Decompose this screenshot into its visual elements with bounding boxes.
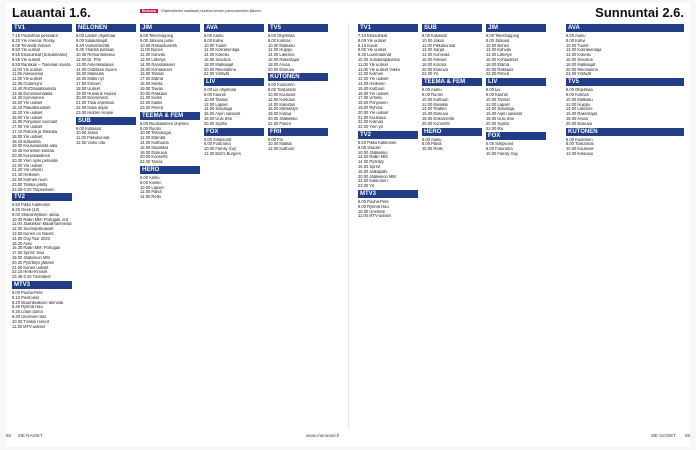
program-line: 10.00 Tuulet xyxy=(204,43,227,48)
program-line: 11.05 Yle uutiset Viikko xyxy=(358,67,401,72)
program-line: 6.00 Aamu xyxy=(566,34,586,38)
program-line: 20.00 Sydän xyxy=(204,121,227,126)
program-line: 14.00 Kokeilu xyxy=(566,53,591,58)
program-line: 6.00 Kuutonen xyxy=(566,137,593,142)
program-line: 6.00 Simpsonit xyxy=(486,142,514,147)
program-line: 10.00 Matkat xyxy=(268,142,292,147)
program-line: 13.00 Lähetys xyxy=(140,57,166,62)
program-line: 8.30 Voimahirrettä xyxy=(76,43,110,48)
program-line: 9.00 Shaolinhytkari: aikaa xyxy=(12,212,59,217)
program-line: 22.00 Pokeri xyxy=(268,121,291,126)
program-line: 8.10 Kuvat xyxy=(358,43,378,48)
program-line: 20.00 Jääkiekon MM xyxy=(358,174,396,179)
program-line: 18.00 Kultaa xyxy=(268,112,291,117)
program-line: 16.00 Ihmiset xyxy=(422,57,447,62)
program-line: 12.00 Dr. Phil xyxy=(76,57,101,62)
program-line: 15.00 Kulttuuri xyxy=(358,86,385,91)
program-note xyxy=(140,9,320,13)
program-line: 18.00 Arvaa xyxy=(566,116,588,121)
program-line: 6.00 Aamu xyxy=(422,137,442,142)
program-line: 10.35 Remonttireiska xyxy=(76,53,115,58)
program-line: 8.00 Puuha-Pete xyxy=(12,291,43,296)
program-line: 11.05 Alasuvesta xyxy=(12,72,43,77)
listing-column xyxy=(76,23,136,428)
program-line: 20.00 Elokuva xyxy=(268,67,294,72)
program-line: 8.45 Ryhmä Hau xyxy=(12,305,43,310)
program-line: 17.00 Urheilu xyxy=(358,96,383,101)
program-line: 14.00 Ouji Tour 2023 xyxy=(12,236,50,241)
program-line: 8.00 Tositarinat xyxy=(566,142,594,147)
program-line: 8.00 Futurama xyxy=(486,147,513,152)
program-line: 8.20 Muumilaakson tarinoita xyxy=(12,300,64,305)
program-line: 22.00 Ilta xyxy=(486,126,503,131)
program-line: 20.00 Rikostarina xyxy=(566,67,598,72)
program-line: 9.00 Kotiasiat xyxy=(422,34,447,38)
program-line: 8.00 Kauniit xyxy=(204,92,226,97)
magazine-spread xyxy=(6,3,690,447)
program-line: 18.00 Matkaajat xyxy=(204,62,234,67)
program-line: 6.50 Pikku Kakkonen xyxy=(358,140,397,145)
channel-header: TV5 xyxy=(268,24,328,32)
program-line: 20.00 Rakkaus xyxy=(140,91,168,96)
program-line: 13.00 Amerikkalaisia xyxy=(76,62,114,67)
program-line: 6.00 Ohjelmaa xyxy=(566,88,593,93)
program-line: 23.45-0.20 Tiedotteet xyxy=(12,275,51,280)
channel-header: TV1 xyxy=(358,24,418,32)
program-line: 22.00 Kaikki xyxy=(140,101,163,106)
channel-header: TEEMA & FEM xyxy=(422,78,482,86)
channel-header: JIM xyxy=(486,24,546,32)
program-line: 11.00 Yle uutiset xyxy=(358,62,389,67)
program-line: 19.45 Kenenkin kantaa xyxy=(12,149,54,154)
program-line: 20.30 Pyöräilyn jälkeen xyxy=(12,260,55,265)
program-line: 12.00 Huippu xyxy=(268,48,293,53)
program-line: 10.00 Unelmat xyxy=(358,209,385,214)
program-line: 8.00 Kinetic xyxy=(140,180,162,185)
program-line: 17.00 Sprint: Sisu xyxy=(12,251,45,256)
program-line: 12.00 Kotirakentaja xyxy=(566,48,602,53)
channel-header: TV2 xyxy=(358,131,418,139)
program-line: 21.00 Tilaa ohjelmaa xyxy=(76,101,114,106)
film-badge: Elokuva xyxy=(142,9,156,13)
program-line: 8.00 Päivä xyxy=(422,142,442,147)
program-line: 14.00 Lähetys xyxy=(486,53,512,58)
program-line: 15.00 Makuulla xyxy=(76,72,104,77)
program-line: 6.00 Aamu xyxy=(204,34,224,38)
program-line: 18.00 Yle uutiset xyxy=(12,134,43,139)
program-line: 14.00 Hetkinen xyxy=(358,81,386,86)
program-line: 6.00 Liv xyxy=(486,88,501,93)
program-line: 10.00 Ratsastuslehti xyxy=(140,43,178,48)
channel-header: NELONEN xyxy=(76,24,136,32)
channel-header: SUB xyxy=(76,117,136,125)
program-line: 20.05 Kuninkaallinen xyxy=(12,153,51,158)
program-line: 19.00 Kuuluisaisista aika xyxy=(12,144,58,149)
program-line: 9.55 Yle uutiset xyxy=(12,57,41,62)
listing-column xyxy=(268,23,328,428)
program-line: 14.00 Teatteri xyxy=(422,107,447,112)
program-line: 18.15 Ikäluokita xyxy=(12,139,41,144)
program-line: 23.00 Tarkka pitetty xyxy=(12,182,48,187)
program-line: 12.00 Sarjat xyxy=(422,48,445,53)
program-line: 6.00 Aamu xyxy=(422,88,442,93)
program-line: 10.00 Kuutoset xyxy=(566,147,594,152)
program-line: 12.00 Päivä xyxy=(140,190,162,195)
program-line: 8.00 Yle uutiset xyxy=(358,38,387,43)
program-line: 8.00 Salakatsojat xyxy=(76,38,108,43)
program-line: 16.00 Musiikkia xyxy=(140,145,169,150)
program-line: 6.00 Lasten ohjelmaa xyxy=(76,34,116,38)
listing-column xyxy=(12,23,72,428)
right-magazine-name: ME NAISET xyxy=(651,433,676,438)
program-line: 11.00 Pikkukunnat xyxy=(76,136,110,141)
program-line: 11.35 Yle uutiset xyxy=(12,77,43,82)
program-line: 18.00 Jalkapallo xyxy=(358,169,388,174)
channel-header: FOX xyxy=(204,128,264,136)
program-line: 15.15 Paikallisuutiset xyxy=(12,105,51,110)
listing-column xyxy=(358,23,418,428)
right-page-number: 69 xyxy=(684,433,690,438)
program-line: 18.00 Dokumentti xyxy=(422,116,455,121)
channel-header: FRII xyxy=(268,128,328,136)
program-line: 22.10 Hetki-Ihmiset xyxy=(12,270,48,275)
site-url: www.menaiset.fi xyxy=(306,433,340,438)
program-line: 11.00 Yle uutiset xyxy=(12,67,43,72)
program-line: 21.00 Kenen uutiset xyxy=(12,265,49,270)
program-line: 16.00 Yle uutiset xyxy=(12,115,43,120)
program-line: 9.00 Tervevät ihmiset xyxy=(12,43,51,48)
program-line: 10.00 Kuutoset xyxy=(268,92,296,97)
program-line: 10.00 Jakso xyxy=(76,131,99,136)
program-line: 9.00 Kotiasiat xyxy=(76,126,101,131)
program-line: 8.25 Geek (12) xyxy=(12,208,40,213)
program-line: 9.50 Ranskan – Tulevaan kuinta xyxy=(12,62,71,67)
program-line: 15.00 Kohtaukset xyxy=(140,67,172,72)
program-line: 10.00 Jakso xyxy=(422,38,445,43)
right-day-title: Sunnuntai 2.6. xyxy=(595,5,684,20)
program-line: 14.30 Kymmenen xyxy=(12,96,45,101)
channel-header: FOX xyxy=(486,132,546,140)
program-line: 19.00 Taivas xyxy=(140,86,163,91)
program-line: 6.00 Ruotsalainen ohjelma xyxy=(140,121,189,126)
left-page-number: 68 xyxy=(6,433,12,438)
channel-header: TV1 xyxy=(12,24,72,32)
program-line: 15.20 Avec xyxy=(12,241,33,246)
program-line: 16.00 Rakentajat xyxy=(268,57,299,62)
program-line: 10.00 Kulttuuri xyxy=(422,97,449,102)
program-line: 10.00 Retki xyxy=(422,147,443,152)
program-line: 20.00 Elokuva xyxy=(422,67,448,72)
program-line: 20.00 Jääkiekko xyxy=(268,116,298,121)
program-line: 8.00 Kolmas xyxy=(566,92,589,97)
program-line: 16.00 Rakentajat xyxy=(566,112,597,117)
channel-header: SUB xyxy=(422,24,482,32)
channel-header: LIV xyxy=(204,78,264,86)
program-line: 10.00 Family Guy xyxy=(486,151,519,156)
listing-column xyxy=(486,23,546,428)
program-line: 15.20 Yle uutiset xyxy=(12,110,43,115)
program-line: 9.20 Lotan tarina xyxy=(12,310,43,315)
program-line: 9.55 Ekosuihkat (Soluasmatic) xyxy=(12,53,68,58)
program-line: 14.00 Kulttuuria xyxy=(140,140,169,145)
program-line: 10.00 Teknologia xyxy=(140,131,171,136)
program-line: 6.00 Kuutonen xyxy=(268,83,295,88)
program-line: 13.50 Kenen on Naiset xyxy=(12,232,54,237)
program-line: 7.15 Puutarhan petovalot xyxy=(12,34,58,38)
program-line: 21.00 Yle uutiset xyxy=(12,163,43,168)
program-line: 20.00 Rakkaus xyxy=(486,67,514,72)
program-line: 10.00 Tuulet xyxy=(566,43,589,48)
program-line: 12.00 Rallin MM xyxy=(358,155,388,160)
program-line: 12.40 RUOtsalatsaisista xyxy=(12,86,56,91)
program-line: 10.00 Tarinat xyxy=(204,97,228,102)
program-line: 23.00 Yö xyxy=(358,184,375,189)
program-line: 6.00 Simpsonit xyxy=(204,137,232,142)
program-line: 14.00 Kokeilu xyxy=(204,53,229,58)
channel-header: AVA xyxy=(566,24,684,32)
channel-header: TV2 xyxy=(12,193,72,201)
program-line: 8.20 Yle Areena: Rocky xyxy=(12,38,55,43)
program-line: 16.00 Sisustus xyxy=(204,57,231,62)
program-line: 18.00 Kotona xyxy=(422,62,447,67)
program-line: 21.00 Kestit xyxy=(140,96,162,101)
program-line: 23.25-0.20 Tarpeellisen xyxy=(12,187,55,192)
program-line: 20.00 Rikostarina xyxy=(204,67,236,72)
program-line: 10.30 Rallin MM: Portugali, erä xyxy=(12,217,69,222)
program-line: 18.00 Uusi ilme xyxy=(204,116,233,121)
program-line: 18.00 Pohjoinen xyxy=(358,101,388,106)
program-line: 8.00 Tositarinat xyxy=(268,88,296,93)
program-line: 19.00 Jääkiekon MM xyxy=(12,256,50,261)
program-line: 6.00 Aamu xyxy=(140,175,160,180)
program-line: 18.00 Mesta xyxy=(140,81,163,86)
program-line: 8.00 Kahvi xyxy=(204,38,224,43)
program-line: 16.00 Sisustus xyxy=(566,57,593,62)
program-line: 18.00 Matkaajat xyxy=(566,62,596,67)
program-line: 8.00 Kolmas xyxy=(268,38,291,43)
program-line: 20.30 Ylen nyrki pehvalla xyxy=(12,158,58,163)
program-line: 7.10 Ekosuihkat xyxy=(358,34,388,38)
program-line: 14.00 Ostetaan Suomi xyxy=(76,67,117,72)
program-line: 12.00 Elämää xyxy=(140,136,166,141)
program-line: 11.00 Pikkukunnat xyxy=(422,43,456,48)
program-line: 12.00 Lapset xyxy=(486,102,510,107)
listing-column xyxy=(204,23,264,428)
program-line: 14.00 Liikenne xyxy=(268,53,295,58)
program-line: 8.00 Jatkuva xyxy=(486,38,510,43)
program-line: 22.00 Ystävät xyxy=(204,72,229,77)
program-line: 10.00 Jumalanpalvelus xyxy=(358,57,400,62)
program-line: 6.00 Teleshopping xyxy=(140,34,174,38)
program-line: 12.00 Bob's Burgers xyxy=(204,151,241,156)
program-line: 8.00 Kauniit xyxy=(486,92,508,97)
program-line: 9.30 Luontotarinat xyxy=(358,53,392,58)
program-line: 22.00 Kakkonen xyxy=(358,179,388,184)
program-line: 20.00 Elokuva xyxy=(566,121,592,126)
program-line: 9.00 Jatkuva puhe xyxy=(140,38,174,43)
program-line: 10.00 Matkailu xyxy=(566,97,593,102)
program-line: 12.00 Lapset xyxy=(204,102,228,107)
program-line: 14.00 Ranskalaiset xyxy=(140,62,175,67)
program-line: 6.00 Ohjelmaa xyxy=(268,34,295,38)
program-line: 22.00 Ystävät xyxy=(566,72,591,77)
program-line: 13.45 Eurovisionaalita xyxy=(12,91,53,96)
program-line: 16.00 Elokuva xyxy=(422,112,448,117)
program-line: 15.00 Yle uutiset xyxy=(12,101,43,106)
left-magazine-name: ME NAISET xyxy=(18,433,43,438)
channel-header: LIV xyxy=(486,78,546,86)
program-line: 18.00 Uutiset xyxy=(76,86,101,91)
program-line: 8.00 Frii xyxy=(268,137,283,142)
program-line: 11.30 MTV-uutiset xyxy=(12,324,45,329)
program-line: 23.00 Ylen yö xyxy=(358,125,383,130)
channel-header: JIM xyxy=(140,24,200,32)
program-line: 12.00 Kotirakentaja xyxy=(204,48,240,53)
program-line: 6.50 Pikku Kakkonen xyxy=(12,203,51,208)
program-line: 16.05 Pohjoisen tuomarit xyxy=(12,120,58,125)
channel-header: TEEMA & FEM xyxy=(140,112,200,120)
listing-column xyxy=(566,23,684,428)
program-line: 14.00 Retki xyxy=(140,195,161,200)
program-line: 12.00 Kokkaus xyxy=(566,151,594,156)
program-line: 12.00 Musiikki xyxy=(422,102,448,107)
program-line: 14.00 Sisustaja xyxy=(486,107,514,112)
channel-header: HERO xyxy=(422,128,482,136)
program-line: 8.00 Ruotsi xyxy=(422,92,443,97)
program-line: 12.05 Oodinsynt xyxy=(12,81,42,86)
channel-header: KUTONEN xyxy=(268,73,328,81)
program-line: 14.00 Kalastus xyxy=(268,102,296,107)
program-line: 16.00 Metsästys xyxy=(268,107,298,112)
program-line: 10.00 Matkailu xyxy=(268,43,295,48)
program-line: 20.00 Sydän xyxy=(486,121,509,126)
program-line: 23.00 Pimeä xyxy=(140,105,163,110)
program-line: 12.00 Voiko olla xyxy=(76,140,105,145)
program-line: 12.00 Kahvila xyxy=(486,48,511,53)
left-day-title: Lauantai 1.6. xyxy=(12,5,91,20)
program-line: 14.00 Sisustaja xyxy=(204,107,232,112)
program-line: 8.00 Puuha-Pete xyxy=(358,199,389,204)
program-line: 10.00 Family Guy xyxy=(204,147,237,152)
program-line: 16.00 Arjen sankarit xyxy=(486,112,523,117)
channel-header: MTV3 xyxy=(12,281,72,289)
program-line: 16.00 Yle uutiset xyxy=(358,91,389,96)
program-line: 16.00 Kohtaukset xyxy=(486,57,518,62)
program-line: 14.00 Pyöräily xyxy=(358,160,384,165)
program-line: 19.00 Huvila & Huussi xyxy=(76,91,117,96)
program-line: 19.00 Ryhmä xyxy=(358,105,383,110)
program-line: 17.00 Ihmiset xyxy=(76,81,101,86)
program-line: 8.00 Futurama xyxy=(204,142,231,147)
program-line: 10.00 Lapset xyxy=(140,185,164,190)
program-line: 21.00 Kuukausi xyxy=(358,115,387,120)
program-line: 9.30 Unelmien talo xyxy=(12,315,47,320)
program-line: 22.00 Pimeä xyxy=(486,72,509,77)
program-line: 12.00 Suomipolkuaiset xyxy=(12,227,54,232)
listing-column xyxy=(140,23,200,428)
listing-column xyxy=(422,23,482,428)
program-line: 12.00 Huippu xyxy=(566,102,591,107)
program-line: 17.10 Pullonti ja Takkuka xyxy=(12,129,58,134)
program-line: 12.00 Kulttuuri xyxy=(268,147,295,152)
program-line: 18.00 Arvaa xyxy=(268,62,290,67)
program-line: 9.00 Ryhmä Hau xyxy=(358,204,389,209)
program-line: 16.00 Tarinat xyxy=(140,72,164,77)
program-line: 17.00 Yle uutiset xyxy=(12,125,43,130)
channel-header: HERO xyxy=(140,166,200,174)
program-line: 22.00 Kolmas xyxy=(358,120,384,125)
channel-header: TV5 xyxy=(566,78,684,86)
page-divider xyxy=(348,23,349,428)
program-line: 16.30 Rallin MM: Portugali xyxy=(12,246,61,251)
program-line: 22.00 Kuka ohjaa xyxy=(76,105,108,110)
program-line: 20.00 Konsertti xyxy=(140,155,168,160)
program-line: 18.00 Uusi ilme xyxy=(486,116,515,121)
program-line: 9.50 Yle uutiset xyxy=(12,48,41,53)
program-line: 21.20 Yle urheilu xyxy=(12,168,43,173)
program-line: 10.00 Tarinat xyxy=(486,97,510,102)
program-line: 20.00 Enemmistö xyxy=(76,96,108,101)
channel-header: AVA xyxy=(204,24,264,32)
program-line: 8.00 Kahvi xyxy=(566,38,586,43)
program-line: 14.00 Komedia xyxy=(422,53,450,58)
program-note-text: Ohjelmatiedot saattavat muuttua lehden painovarmisen jälkeen. xyxy=(160,9,263,13)
program-line: 16.00 Mitäs nyt xyxy=(76,77,104,82)
program-line: 22.00 Tarina xyxy=(140,160,163,165)
program-line: 11.00 Jaakiekon Maailmanmesta xyxy=(12,222,72,227)
program-line: 13.00 Yle uutiset xyxy=(358,77,389,82)
program-line: 10.00 Bones xyxy=(486,43,509,48)
program-line: 12.00 Kahvila xyxy=(140,53,165,58)
program-line: 10.00 Jääkiekko xyxy=(358,150,388,155)
program-line: 11.00 MTV-uutiset xyxy=(358,214,391,219)
program-line: 16.00 Sprint xyxy=(358,164,381,169)
program-line: 18.00 Elämä xyxy=(486,62,509,67)
program-line: 10.30 Tinskin rennot xyxy=(12,319,49,324)
program-line: 22.00 Yö xyxy=(422,72,439,77)
program-line: 16.00 Arjen sankarit xyxy=(204,112,241,117)
program-line: 20.00 Yle uutiset xyxy=(358,110,389,115)
program-line: 9.00 Yle uutiset xyxy=(358,48,387,53)
program-line: 12.00 Kokkaus xyxy=(268,97,296,102)
program-line: 11.00 Bones xyxy=(140,48,163,53)
program-line: 6.00 Liv ohjelmaa xyxy=(204,88,237,93)
program-line: 21.40 Hetkinen xyxy=(12,173,40,178)
channel-header: KUTONEN xyxy=(566,128,684,136)
program-line: 14.00 Liikenne xyxy=(566,107,593,112)
channel-header: MTV3 xyxy=(358,190,418,198)
program-line: 6.00 Teleshopping xyxy=(486,34,520,38)
program-line: 18.00 Elokuvia xyxy=(140,150,167,155)
program-line: 8.00 Ruotsi xyxy=(140,126,161,131)
program-line: 20.00 Konsertti xyxy=(422,121,450,126)
program-line: 12.00 Kolmen xyxy=(358,72,384,77)
program-line: 17.00 Elämä xyxy=(140,77,163,82)
program-line: 23.00 Hidden House xyxy=(76,110,114,115)
program-line: 9.35 Yhdistä kuntaan xyxy=(76,48,115,53)
program-line: 9.00 Shaolin xyxy=(358,145,381,150)
program-line: 8.10 Pientoiset xyxy=(12,295,40,300)
program-line: 22.00 Kolmen nuori xyxy=(12,177,48,182)
